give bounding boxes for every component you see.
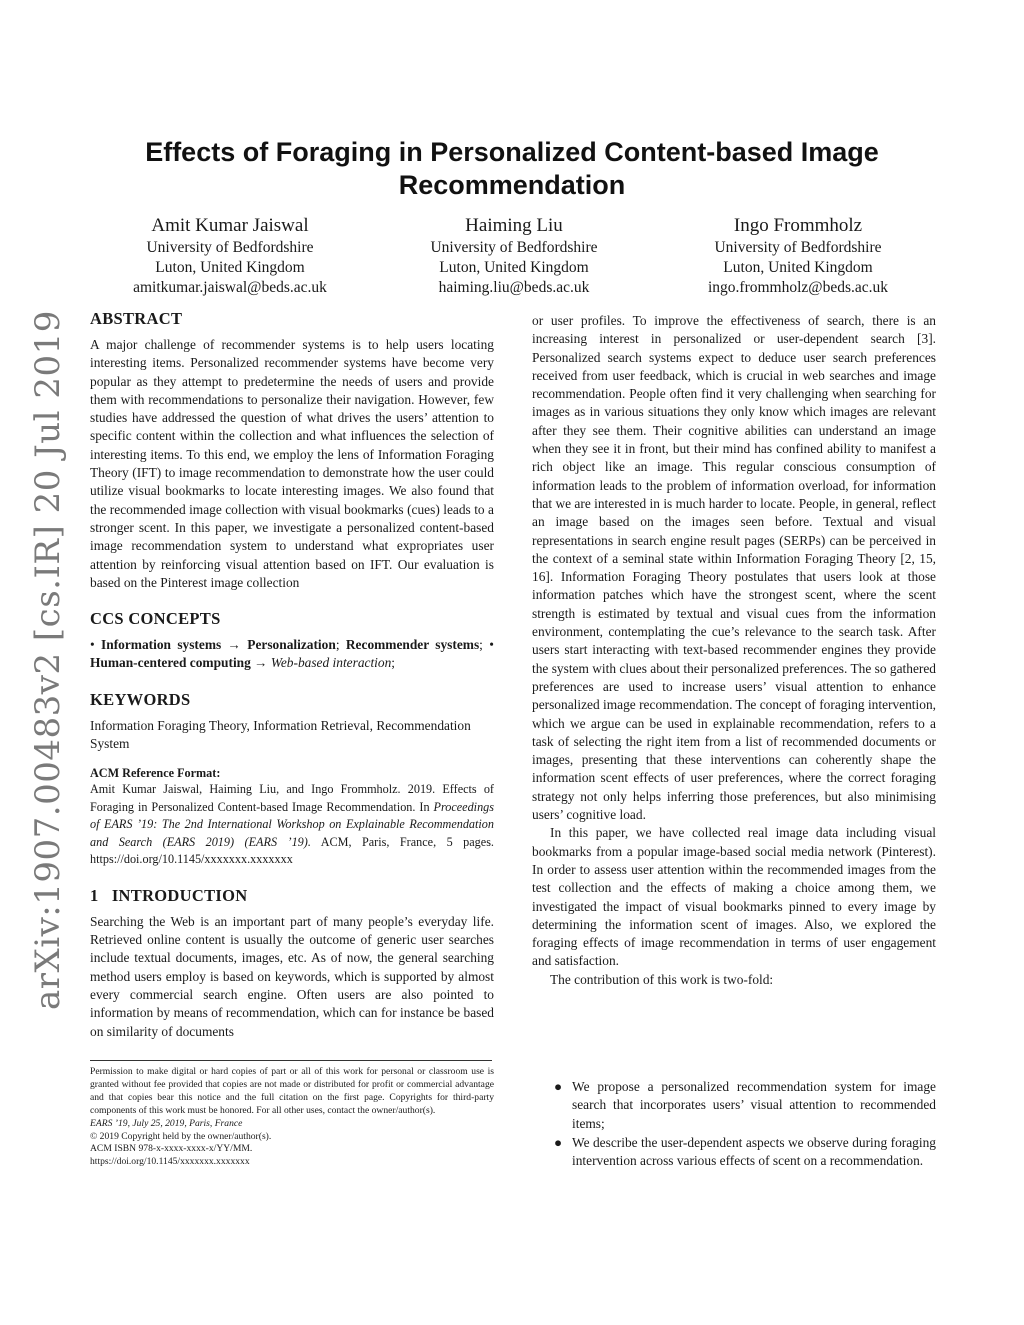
author-email[interactable]: ingo.frommholz@beds.ac.uk: [708, 279, 888, 296]
footnote-permission: Permission to make digital or hard copies of part or all of this work for personal or classroom use is granted without fee provided that copies are not made or distributed for profit or commercial advantage and that copies bear this notice and the full citation on the first page. Copyrights for third-party components of this work must be honored. For all other uses, contact the owner/author(s).: [90, 1066, 494, 1116]
ccs-bullet: •: [489, 637, 494, 653]
author-2: [374, 214, 654, 298]
list-item-text: We describe the user-dependent aspects we observe during foraging intervention across various effects of scent on a recommendation.: [572, 1134, 936, 1169]
author-location: Luton, United Kingdom: [723, 259, 873, 276]
contribution-list: [552, 1078, 936, 1171]
abstract-text: A major challenge of recommender systems is to help users locating interesting items. Personalized recommender systems have become very popular as they attempt to predetermine the needs of users and provide them with recommendations to personalize their navigation. However, few studies have addressed the question of what drives the users’ attention to specific content within the collection and what influences the selection of interesting items. To this end, we employ the lens of Information Foraging Theory (IFT) to image recommendation to demonstrate how the user could utilize visual bookmarks to locate interesting images. We also found that the recommended image collection with visual bookmarks (cues) leads to a stronger scent. In this paper, we investigate a personalized content-based image recommendation system to understand what expropriates user attention by reinforcing visual attention based on IFT. Our evaluation is based on the Pinterest image collection: [90, 337, 494, 590]
list-item: [552, 1078, 936, 1133]
list-item: [552, 1134, 936, 1171]
author-3: [658, 214, 938, 298]
introduction-paragraph-1: Searching the Web is an important part of many people’s everyday life. Retrieved online content is usually the outcome of generic user searches include textual documents, images, etc. As of now, the general searching method users employ is based on keywords, which is supported by almost every commercial search engine. Often users are also pointed to information by means of recommendation, which can for instance be based on similarity of documents: [90, 913, 494, 1039]
author-location: Luton, United Kingdom: [155, 259, 305, 276]
footnote-isbn: ACM ISBN 978-x-xxxx-xxxx-x/YY/MM.: [90, 1143, 253, 1155]
author-location: Luton, United Kingdom: [439, 259, 589, 276]
ccs-concepts: [90, 636, 494, 673]
ccs-separator: ;: [335, 637, 340, 653]
ccs-item-information-systems: Information systems: [101, 637, 222, 653]
abstract-heading: ABSTRACT: [90, 309, 183, 328]
acm-reference-venue: Proceedings of EARS ’19: The 2nd International Workshop on Explainable Recommendation and Search (EARS 2019) (EARS ’19).: [90, 799, 494, 849]
keywords-text: Information Foraging Theory, Information Retrieval, Recommendation System: [90, 717, 471, 752]
ccs-item-web-based-interaction: Web-based interaction: [270, 655, 392, 671]
ccs-heading: CCS CONCEPTS: [90, 609, 221, 629]
left-column: [90, 308, 494, 1041]
ccs-separator: ;: [479, 637, 483, 653]
right-paragraph-1: or user profiles. To improve the effectiveness of search, there is an increasing interest in personalized or user-dependent search [3]. Personalized search systems expect to deduce user search preferences received from user feedback, which is crucial in web searches and image recommendation. People often find it very challenging when searching for images as in various situations they only know which images are relevant after they see them. Their cognitive abilities can understand an image when they see it in front, but their mind has confined ability to manifest a rich object like an image. This regular conscious consumption of information leads to the problem of information overload, for information that we are interested in is much harder to locate. People, in general, reflect an image based on the images seen before. Textual and visual representations in search engine result pages (SERPs) can be perceived in the context of a seminal state within Information Foraging Theory [2, 15, 16]. Information Foraging Theory postulates that users look at those information patches which have the strongest scent, where the scent strength is estimated by textual and visual cues from the information environment, contemplating the cue’s relevance to the search task. After users start interacting with text-based recommender engines they provide the system with clues about their personalized preferences. The so gathered preferences are used to increase users’ visual attention to enhance personalized image recommendation. The concept of foraging intervention, which we argue can be used in explainable recommendation, refers to a task of selecting the right item from a list of recommended documents or images, presenting that these interventions can coherently shape the information scent effects of user preferences, where the correct foraging strategy not only helps inferring those preferences, but also minimising users’ cognitive load.: [532, 313, 936, 823]
arxiv-identifier: arXiv:1907.00483v2 [cs.IR] 20 Jul 2019: [28, 310, 68, 1010]
right-paragraph-3: The contribution of this work is two-fold:: [550, 971, 774, 987]
title-line-1: Effects of Foraging in Personalized Content-based Image: [145, 137, 879, 167]
author-1: [90, 214, 370, 298]
author-name: Amit Kumar Jaiswal: [151, 215, 309, 236]
author-block: [90, 214, 938, 298]
right-column: [532, 312, 936, 989]
author-name: Ingo Frommholz: [733, 215, 863, 236]
author-affiliation: University of Bedfordshire: [430, 239, 598, 256]
author-email[interactable]: haiming.liu@beds.ac.uk: [438, 279, 590, 296]
footnote-doi[interactable]: https://doi.org/10.1145/xxxxxxx.xxxxxxx: [90, 1156, 250, 1168]
acm-reference-text: [90, 781, 494, 869]
list-item-text: We propose a personalized recommendation system for image search that incorporates users’ visual attention to recommended items;: [572, 1079, 936, 1131]
footnote-divider: [90, 1060, 492, 1061]
bullet-dot: ●: [554, 1079, 563, 1094]
author-affiliation: University of Bedfordshire: [146, 239, 314, 256]
acm-reference-label: ACM Reference Format:: [90, 766, 221, 781]
footnote-venue: EARS ’19, July 25, 2019, Paris, France: [90, 1117, 243, 1129]
ccs-arrow: →: [227, 637, 241, 653]
acm-reference-authors: Amit Kumar Jaiswal, Haiming Liu, and Ingo Frommholz. 2019. Effects of Foraging in Personalized Content-based Image Recommendation. In: [90, 782, 494, 814]
author-affiliation: University of Bedfordshire: [714, 239, 882, 256]
ccs-bullet: •: [90, 637, 95, 653]
author-email[interactable]: amitkumar.jaiswal@beds.ac.uk: [133, 279, 327, 296]
introduction-heading: 1 INTRODUCTION: [90, 885, 248, 905]
keywords-heading: KEYWORDS: [90, 689, 191, 709]
author-name: Haiming Liu: [465, 215, 563, 236]
footnote: [90, 1066, 494, 1169]
ccs-arrow: →: [254, 655, 268, 671]
footnote-copyright: © 2019 Copyright held by the owner/author(s).: [90, 1130, 272, 1142]
right-paragraph-2: In this paper, we have collected real image data including visual bookmarks from a popular image-based social media network (Pinterest). In order to assess user attention within the recommended images from the test collection and the effects of making a choice among them, we investigated the impact of visual bookmarks pinned to every image by determining the information scent of images. Also, we explored the foraging effects of image recommendation in terms of user engagement and satisfaction.: [532, 825, 936, 969]
paper-title: [120, 136, 904, 202]
ccs-item-human-centered-computing: Human-centered computing: [90, 655, 251, 671]
ccs-item-personalization: Personalization: [247, 637, 336, 653]
bullet-dot: ●: [554, 1134, 563, 1150]
acm-reference-publisher: ACM, Paris, France, 5 pages. https://doi.org/10.1145/xxxxxxx.xxxxxxx: [90, 834, 494, 867]
title-line-2: Recommendation: [398, 170, 626, 200]
ccs-item-recommender-systems: Recommender systems: [345, 637, 480, 653]
ccs-separator: ;: [391, 655, 396, 671]
